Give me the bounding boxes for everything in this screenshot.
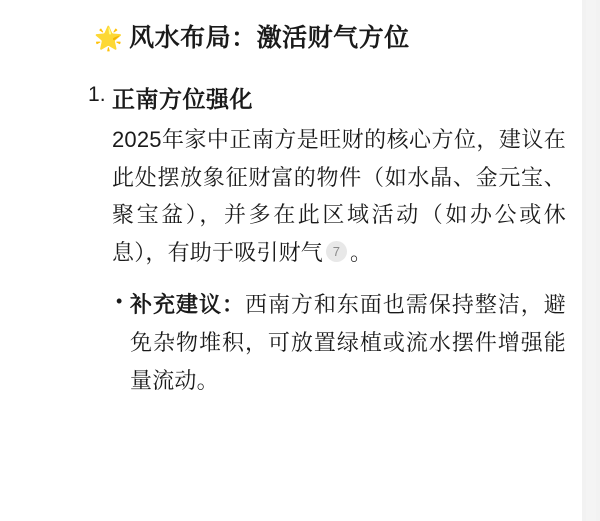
page-title: [94, 22, 566, 55]
section-paragraph: [112, 121, 566, 272]
numbered-section-list: [86, 83, 566, 400]
left-gutter: [0, 0, 84, 521]
section-title: 正南方位强化: [112, 85, 253, 112]
section-paragraph-text: 2025年家中正南方是旺财的核心方位，建议在此处摆放象征财富的物件（如水晶、金元宝、聚宝盆），并多在此区域活动（如办公或休息），有助于吸引财气: [112, 126, 566, 266]
list-item: [130, 286, 566, 399]
scrollbar-track[interactable]: [586, 0, 596, 521]
page-title-text: 风水布局：激活财气方位: [129, 24, 410, 52]
star-icon: 🌟: [94, 24, 124, 51]
sub-item-text: 西南方和东面也需保持整洁，避免杂物堆积，可放置绿植或流水摆件增强能量流动。: [130, 292, 566, 393]
right-edge-strip: [582, 0, 600, 521]
sub-bullet-list: [112, 286, 566, 399]
sub-item-label: 补充建议: [130, 292, 222, 317]
reference-badge[interactable]: 7: [326, 241, 347, 262]
document-content: [86, 0, 566, 521]
sub-item-separator: ：: [221, 292, 245, 317]
section-paragraph-tail: 。: [350, 240, 373, 266]
list-item: [112, 83, 566, 400]
